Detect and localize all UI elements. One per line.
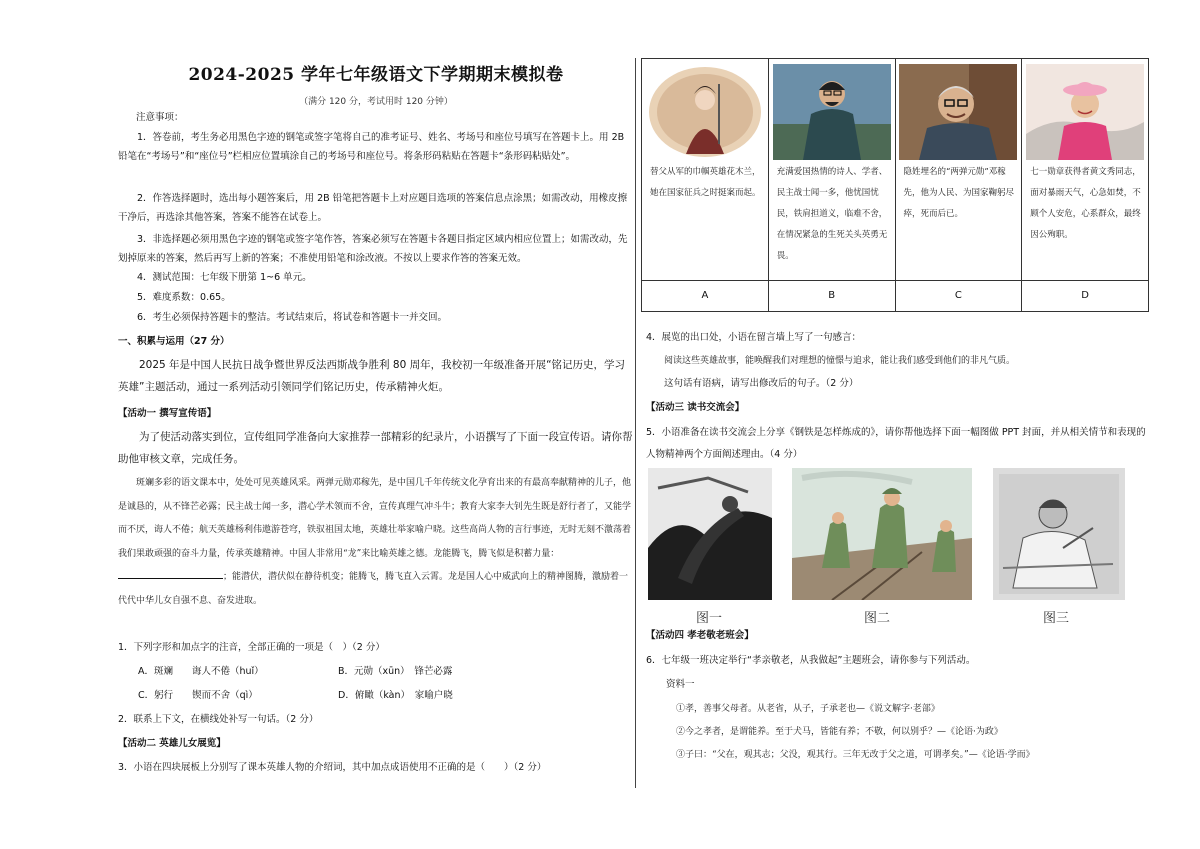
hero-card-option-d: D <box>1022 281 1149 312</box>
material-item: ②今之孝者，是谓能养。至于犬马，皆能有养；不敬，何以别乎？—《论语·为政》 <box>676 727 1003 737</box>
deng-jiaxian-portrait <box>899 64 1017 160</box>
q1-option-c: C．躬行 锲而不舍（qì） <box>138 690 258 701</box>
column-divider <box>635 58 636 788</box>
passage-text-a: 斑斓多彩的语文课本中，处处可见英雄风采。两弹元勋邓稼先，是中国几千年传统文化孕育出来的有最高奉献精神的儿子，他是诚恳的，从不锋芒必露；民主战士闻一多，潜心学术领而不舍，宣传真理气冲斗牛；教育大家李大钊先生既是舒行者了，又能学而不厌，诲人不倦；航天英雄杨利伟遨游苍穹，铁驭祖国太地，英雄壮举家喻户晓。这些高尚人物的言行事迹，无时无刻不激荡着我们果敢顽强的奋斗力量，传承英雄精神。中国人非常用“龙”来比喻英雄之德。龙能腾飞，腾飞似是积蓄力量： <box>118 478 632 559</box>
q4-quote: 阅读这些英雄故事，能唤醒我们对理想的憧憬与追求，能让我们感受到他们的非凡气质。 <box>664 356 1016 366</box>
huang-wenxiu-portrait <box>1026 64 1144 160</box>
material-item: ③子曰：“父在，观其志；父没，观其行。三年无改于父之道，可谓孝矣。”—《论语·学而》 <box>676 750 1035 760</box>
mulan-portrait <box>646 64 764 160</box>
figure-1-image <box>648 468 772 600</box>
note-item: 5．难度系数：0.65。 <box>137 292 231 303</box>
activity3-heading: 【活动三 读书交流会】 <box>646 402 745 413</box>
q1-option-a: A．斑斓 诲人不倦（huǐ） <box>138 666 264 677</box>
passage-blank[interactable] <box>118 567 223 579</box>
q1-option-b: B．元勋（xūn） 锋芒必露 <box>338 666 453 677</box>
hero-card-text: 替父从军的巾帼英雄花木兰，她在国家征兵之时挺案而起。 <box>650 167 761 198</box>
material-title: 资料一 <box>666 679 695 690</box>
q1-option-d: D．俯瞰（kàn） 家喻户晓 <box>338 690 453 701</box>
hero-card-text: 七一勋章获得者黄文秀同志，面对暴雨天气，心急如焚，不顾个人安危，心系群众，最终因公殉职。 <box>1030 167 1141 240</box>
q5-stem: 5．小语准备在读书交流会上分享《钢铁是怎样炼成的》，请你帮他选择下面一幅图做 PPT 封面，并从相关情节和表现的人物精神两个方面阐述理由。（4 分） <box>646 427 1146 460</box>
page-subtitle: （满分 120 分，考试用时 120 分钟） <box>299 97 453 107</box>
hero-card-text: 隐姓埋名的“两弹元勋”邓稼先，他为人民、为国家鞠躬尽瘁，死而后已。 <box>903 167 1015 219</box>
q4-stem: 4．展览的出口处，小语在留言墙上写了一句感言： <box>646 332 862 343</box>
note-item: 1．答卷前，考生务必用黑色字迹的钢笔或签字笔将自己的准考证号、姓名、考场号和座位号填写在答题卡上。用 2B 铅笔在“考场号”和“座位号”栏相应位置填涂自己的考场号和座位号。将条形码粘贴在答题卡“条形码粘贴处”。 <box>118 132 625 162</box>
note-item: 6．考生必须保持答题卡的整洁。考试结束后，将试卷和答题卡一并交回。 <box>137 312 448 323</box>
page-title: 2024-2025 学年七年级语文下学期期末模拟卷 <box>188 65 564 85</box>
hero-card-option-a: A <box>642 281 769 312</box>
passage <box>118 472 634 613</box>
figure-2-caption: 图二 <box>864 611 891 626</box>
notes-heading: 注意事项： <box>136 112 184 123</box>
figure-1-caption: 图一 <box>696 611 723 626</box>
activity4-heading: 【活动四 孝老敬老班会】 <box>646 630 754 641</box>
hero-card-option-b: B <box>768 281 895 312</box>
section-heading: 一、积累与运用（27 分） <box>118 336 230 347</box>
q3-stem: 3．小语在四块展板上分别写了课本英雄人物的介绍词，其中加点成语使用不正确的是（ ）（2 分） <box>118 762 547 773</box>
note-item: 2．作答选择题时，选出每小题答案后，用 2B 铅笔把答题卡上对应题目选项的答案信息点涂黑；如需改动，用橡皮擦干净后，再选涂其他答案，答案不能答在试卷上。 <box>118 193 628 223</box>
figure-2-image <box>792 468 972 600</box>
section-intro: 2025 年是中国人民抗日战争暨世界反法西斯战争胜利 80 周年，我校初一年级准备开展“铭记历史，学习英雄”主题活动，通过一系列活动引领同学们铭记历史，传承精神火炬。 <box>118 359 626 393</box>
note-item: 3．非选择题必须用黑色字迹的钢笔或签字笔作答，答案必须写在答题卡各题目指定区域内相应位置上；如需改动，先划掉原来的答案，然后再写上新的答案；不准使用铅笔和涂改液。不按以上要求作答的答案无效。 <box>118 234 628 264</box>
hero-card-a <box>642 59 769 281</box>
q4-ask: 这句话有语病，请写出修改后的句子。（2 分） <box>664 378 859 389</box>
activity1-heading: 【活动一 撰写宣传语】 <box>118 408 217 419</box>
passage-text-b: ；能潜伏，潜伏似在静待机变；能腾飞，腾飞直入云霄。龙是国人心中威武向上的精神图腾，激励着一代代中华儿女自强不息、奋发进取。 <box>118 572 629 606</box>
note-item: 4．测试范围：七年级下册第 1~6 单元。 <box>137 272 312 283</box>
hero-card-d <box>1022 59 1149 281</box>
hero-card-text: 充满爱国热情的诗人、学者、民主战士闻一多，他忧国忧民，铁肩担道义，临难不舍，在情况紧急的生死关头英勇无畏。 <box>776 167 888 261</box>
hero-card-option-c: C <box>895 281 1022 312</box>
q6-stem: 6．七年级一班决定举行“孝亲敬老，从我做起”主题班会，请你参与下列活动。 <box>646 655 976 666</box>
q2-stem: 2．联系上下文，在横线处补写一句话。（2 分） <box>118 714 319 725</box>
activity2-heading: 【活动二 英雄儿女展览】 <box>118 738 226 749</box>
hero-card-b <box>768 59 895 281</box>
hero-cards-table <box>641 58 1149 312</box>
figure-3-caption: 图三 <box>1043 611 1070 626</box>
figure-3-image <box>993 468 1125 600</box>
hero-card-c <box>895 59 1022 281</box>
activity1-instruction: 为了使活动落实到位，宣传组同学准备向大家推荐一部精彩的纪录片，小语撰写了下面一段宣传语。请你帮助他审核文章，完成任务。 <box>118 431 633 465</box>
q1-stem: 1．下列字形和加点字的注音，全部正确的一项是（ ）（2 分） <box>118 642 385 653</box>
material-item: ①孝，善事父母者。从老省，从子，子承老也—《说文解字·老部》 <box>676 704 940 714</box>
wen-yiduo-portrait <box>773 64 891 160</box>
